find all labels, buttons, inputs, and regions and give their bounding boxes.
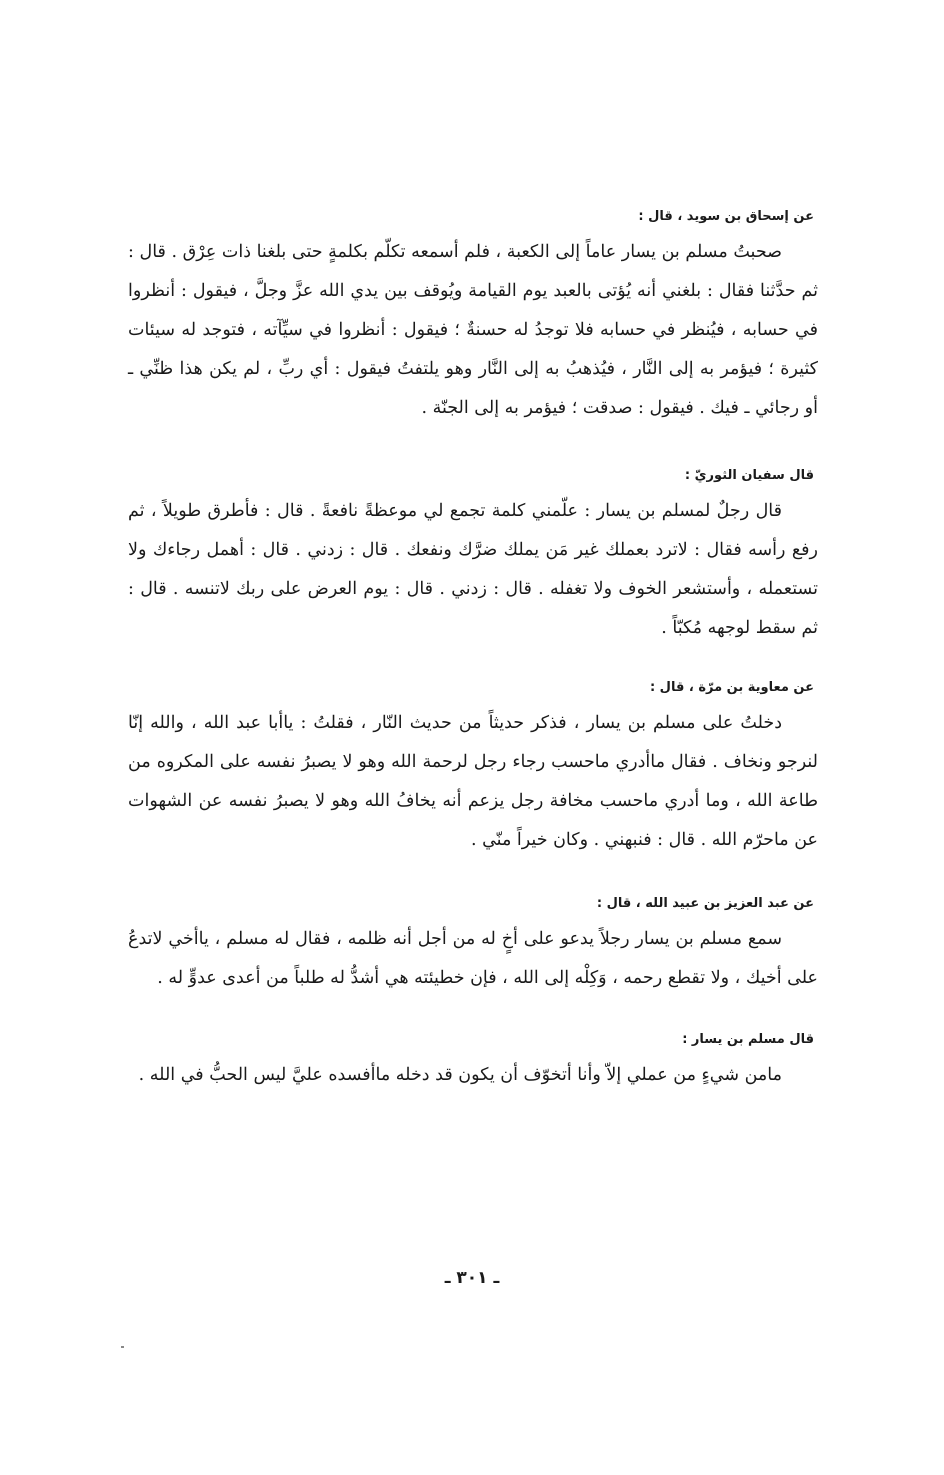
section-paragraph: دخلتُ على مسلم بن يسار ، فذكر حديثاً من حديث النّار ، فقلتُ : ياأبا عبد الله ، والله إنّا لنرجو ونخاف . فقال ماأدري ماحسب رجاء رجل لرحمة الله وهو لا يصبرُ نفسه على المكروه من طاعة الله ، وما أدري ماحسب مخافة رجل يزعم أنه يخافُ الله وهو لا يصبرُ نفسه عن الشهوات عن ماحرّم الله . قال : فنبهني . وكان خيراً منّي .: [128, 713, 818, 850]
section-sufyan: [128, 464, 818, 648]
page-body: [128, 205, 818, 1095]
scan-speck: [121, 1346, 124, 1348]
section-heading: عن معاوية بن مرّة ، قال :: [649, 680, 814, 695]
section-muslim: [128, 1028, 818, 1095]
section-heading: قال مسلم بن يسار :: [682, 1032, 814, 1047]
section-heading: عن إسحاق بن سويد ، قال :: [638, 209, 814, 224]
page-number: ـ ٣٠١ ـ: [444, 1268, 500, 1288]
section-paragraph: قال رجلٌ لمسلم بن يسار : علّمني كلمة تجمع لي موعظةً نافعةً . قال : فأطرق طويلاً ، ثم رفع رأسه فقال : لاترد بعملك غير مَن يملك ضرَّك ونفعك . قال : زدني . قال : أهمل رجاءك ولا تستعمله ، وأستشعر الخوف ولا تغفله . قال : زدني . قال : يوم العرض على ربك لاتنسه . قال : ثم سقط لوجهه مُكبّاً .: [128, 501, 818, 638]
section-paragraph: سمع مسلم بن يسار رجلاً يدعو على أخٍ له من أجل أنه ظلمه ، فقال له مسلم ، ياأخي لاتدعُ على أخيك ، ولا تقطع رحمه ، وَكِلْه إلى الله ، فإن خطيئته هي أشدُّ له طلباً من أعدى عدوٍّ له .: [128, 929, 818, 988]
section-paragraph: مامن شيءٍ من عملي إلاّ وأنا أتخوّف أن يكون قد دخله ماأفسده عليَّ ليس الحبُّ في الله .: [138, 1065, 782, 1085]
section-heading: قال سفيان الثوريّ :: [684, 468, 814, 483]
section-heading: عن عبد العزيز بن عبيد الله ، قال :: [596, 896, 814, 911]
section-abdulaziz: [128, 892, 818, 998]
section-muawiya: [128, 676, 818, 860]
section-ishaq: [128, 205, 818, 428]
section-paragraph: صحبتُ مسلم بن يسار عاماً إلى الكعبة ، فلم أسمعه تكلّم بكلمةٍ حتى بلغنا ذات عِرْق . قال : ثم حدَّثنا فقال : بلغني أنه يُؤتى بالعبد يوم القيامة ويُوقف بين يدي الله عزَّ وجلَّ ، فيقول : أنظروا في حسابه ، فيُنظر في حسابه فلا توجدُ له حسنةٌ ؛ فيقول : أنظروا في سيِّآته ، فتوجد له سيئات كثيرة ؛ فيؤمر به إلى النَّار ، فيُذهبُ به إلى النَّار وهو يلتفتُ فيقول : أي ربِّ ، لم يكن هذا ظنِّي ـ أو رجائي ـ فيك . فيقول : صدقت ؛ فيؤمر به إلى الجنّة .: [128, 242, 818, 418]
